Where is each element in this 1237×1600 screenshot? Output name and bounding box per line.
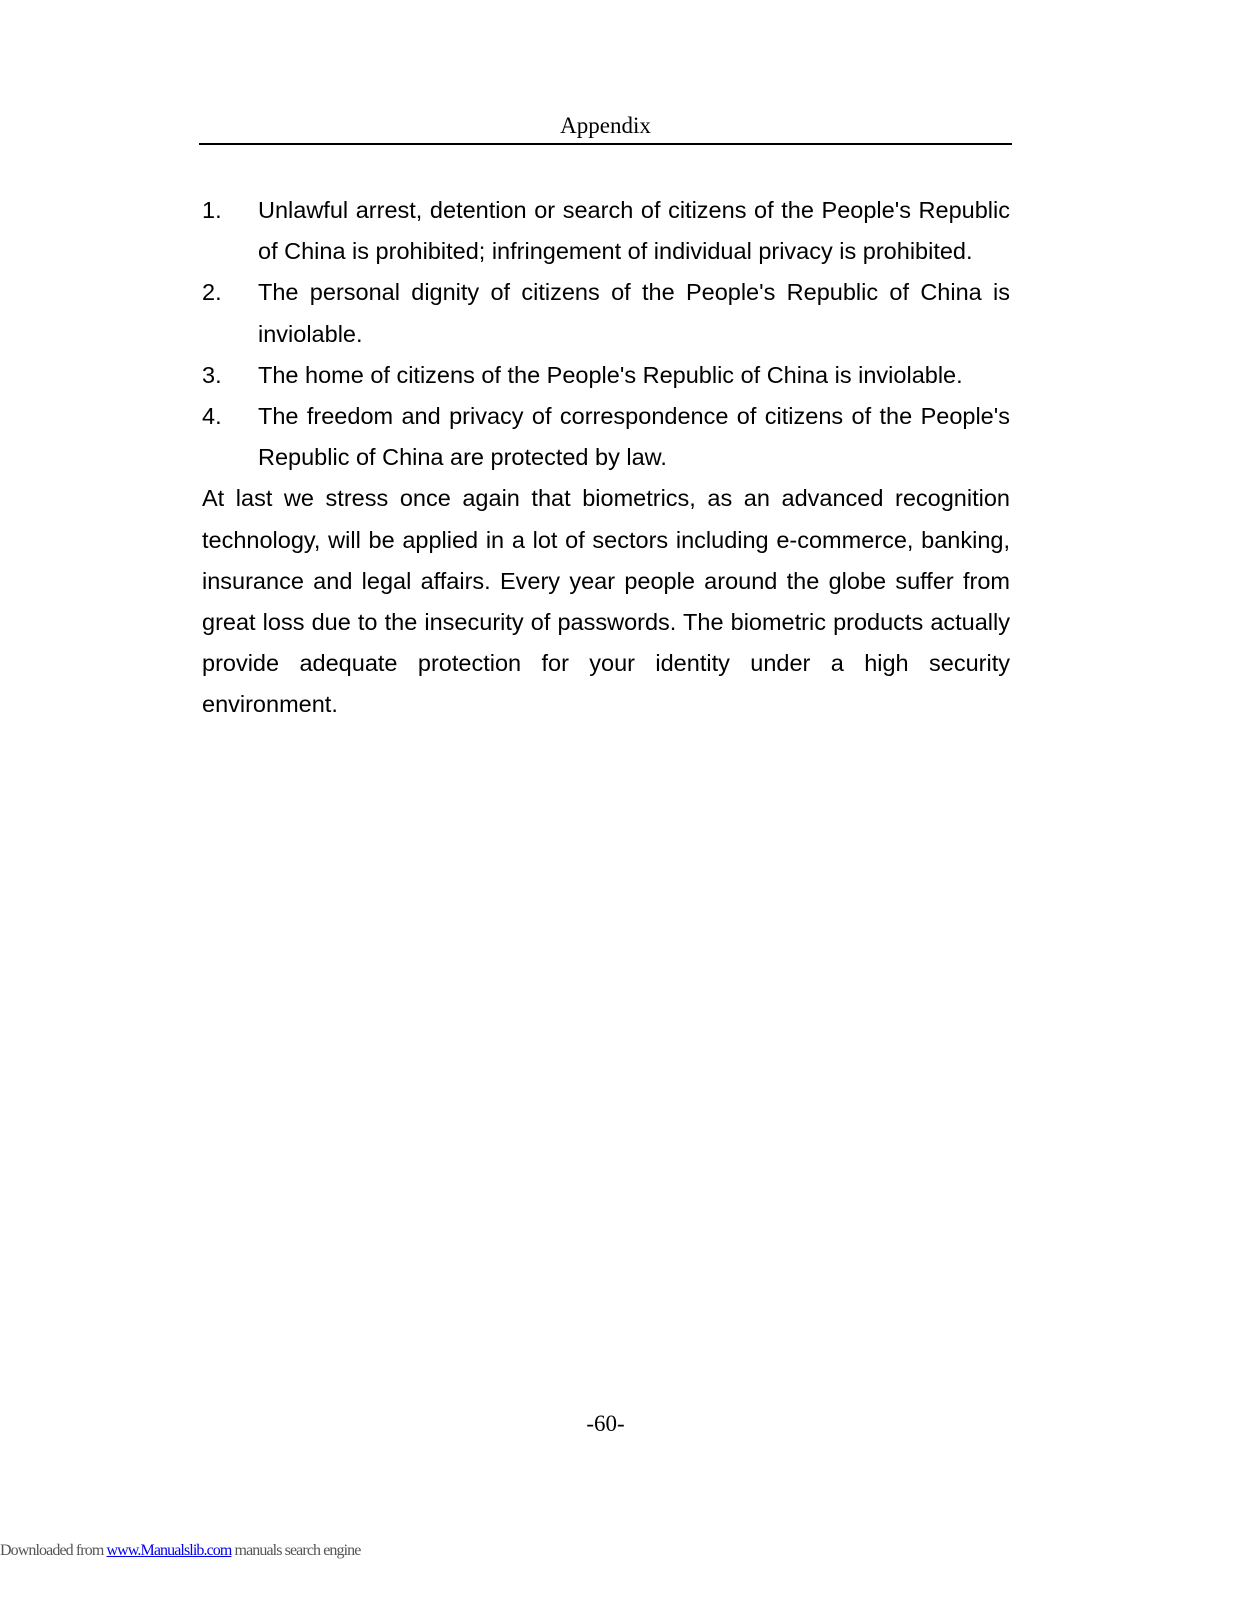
list-item-text: The home of citizens of the People's Republic of China is inviolable. [258,361,963,388]
list-item-text: Unlawful arrest, detention or search of citizens of the People's Republic of China is prohibited; infringement of individual privacy is prohibited. [258,197,1010,265]
list-item-2 [202,272,1010,354]
list-item-4 [202,396,1010,478]
download-footer [0,1541,360,1561]
manualslib-link[interactable]: www.Manualslib.com [106,1542,232,1559]
page-content [202,190,1010,726]
list-item-text: The freedom and privacy of correspondence of citizens of the People's Republic of China are protected by law. [258,403,1010,471]
footer-prefix-text: Downloaded from [0,1542,107,1559]
footer-suffix-text: manuals search engine [231,1542,361,1559]
numbered-list [202,190,1010,478]
list-item-number: 3. [202,361,222,388]
page-number: -60- [586,1411,625,1436]
list-item-number: 1. [202,197,222,223]
list-item-number: 2. [202,279,222,306]
list-item-number: 4. [202,403,222,430]
list-item-text: The personal dignity of citizens of the People's Republic of China is inviolable. [258,279,1010,347]
closing-paragraph: At last we stress once again that biometrics, as an advanced recognition technology, will be applied in a lot of sectors including e-commerce, banking, insurance and legal affairs. Every year people around the globe suffer from great loss due to the insecurity of passwords. The biometric products actually provide adequate protection for your identity under a high security environment. [202,485,1010,718]
header-divider [199,143,1012,145]
list-item-3 [202,355,1010,396]
list-item-1 [202,190,1010,272]
page-header-title: Appendix [560,113,651,138]
